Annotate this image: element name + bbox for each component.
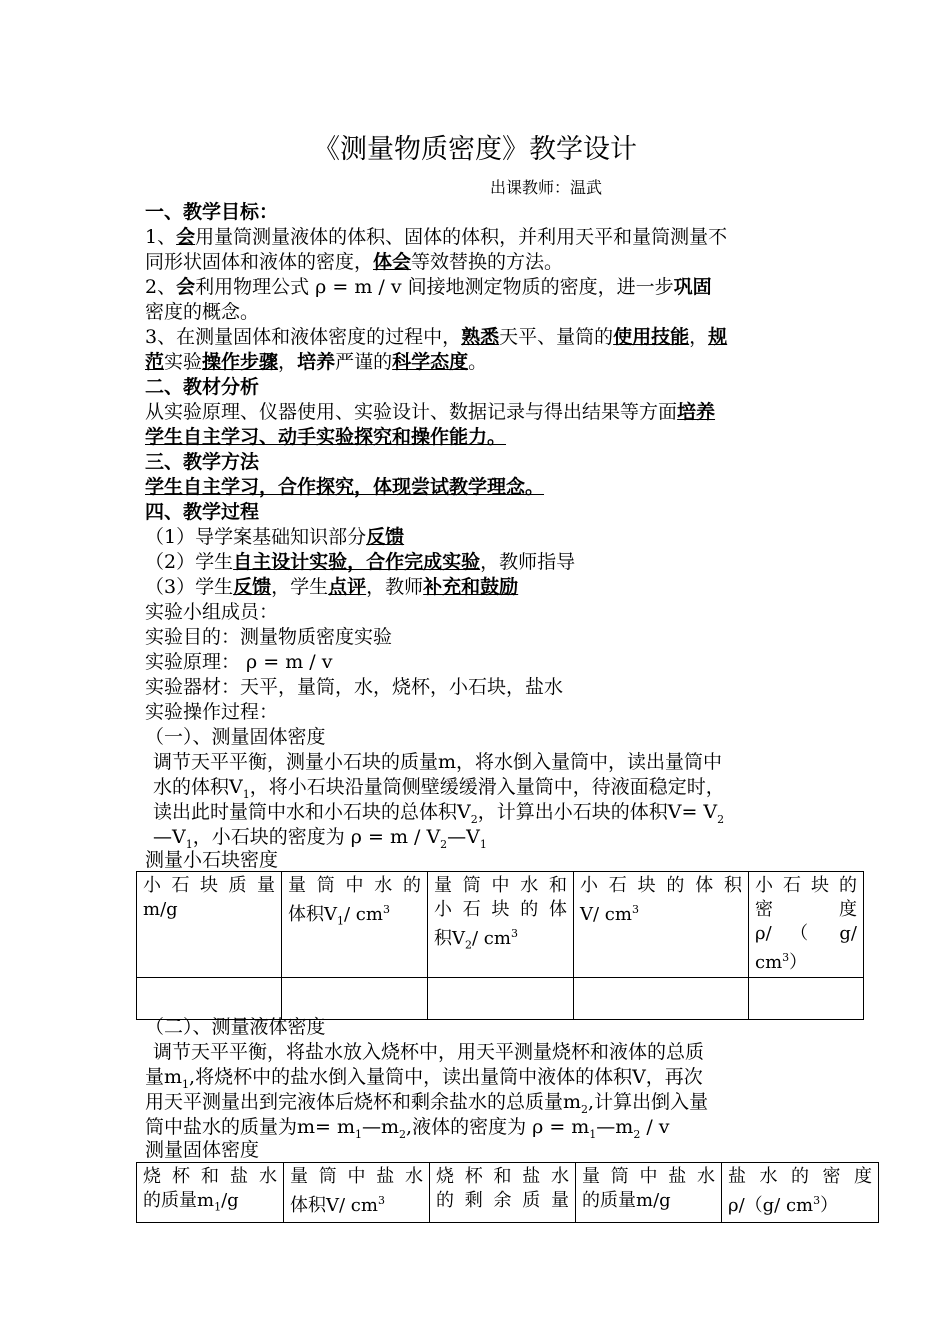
- emphasis: 范: [145, 351, 165, 373]
- document-title: 《测量物质密度》教学设计: [313, 134, 637, 165]
- text: 3、在测量固体和液体密度的过程中，: [145, 326, 462, 348]
- header-cell-total-volume: [428, 872, 574, 978]
- text: ，计算出小石块的体积V= V: [477, 801, 718, 823]
- liquid-table-caption: 测量固体密度: [145, 1139, 260, 1161]
- superscript: 3: [782, 951, 790, 964]
- section-2-heading: 二、教材分析: [145, 376, 260, 398]
- emphasis: 自主设计实验，合作完成实验: [233, 551, 481, 573]
- header-cell-beaker-total-mass: [137, 1163, 284, 1223]
- emphasis: 熟悉: [461, 326, 500, 348]
- experiment-process-label: 实验操作过程：: [145, 701, 279, 723]
- text: 天平、量筒的: [499, 326, 614, 348]
- text: 水的体积V: [153, 776, 243, 798]
- text: ，: [278, 351, 298, 373]
- table-cell-empty: [574, 978, 749, 1020]
- text: —m: [362, 1116, 400, 1138]
- subscript: 1: [479, 837, 487, 851]
- cell-text: 小石块质量: [143, 875, 275, 896]
- superscript: 3: [382, 903, 390, 916]
- text: 筒中盐水的质量为m= m: [145, 1116, 355, 1138]
- cell-text: ρ/ （ g/: [755, 923, 857, 944]
- header-cell-water-volume: [282, 872, 428, 978]
- text: 利用物理公式 ρ = m / v 间接地测定物质的密度，进一步: [195, 276, 674, 298]
- cell-text: m/g: [143, 899, 178, 920]
- text: ，教师指导: [480, 551, 576, 573]
- cell-text: 小石块的体积: [580, 875, 742, 896]
- superscript: 3: [813, 1194, 821, 1207]
- subscript: 2: [399, 1127, 407, 1141]
- cell-text: 密 度: [755, 899, 857, 920]
- table-cell-empty: [282, 978, 428, 1020]
- cell-text: 烧杯和盐水: [436, 1166, 569, 1187]
- method-line: 学生自主学习，合作探究，体现尝试教学理念。: [145, 476, 545, 498]
- text: 。: [468, 351, 488, 373]
- subscript: 1: [242, 787, 250, 801]
- cell-text: 的剩余质量: [436, 1190, 569, 1211]
- cell-text: / cm: [344, 904, 383, 925]
- teacher-line: 出课教师：温武: [490, 178, 603, 197]
- cell-text: 量筒中水的: [288, 875, 421, 896]
- cell-text: ）: [820, 1195, 839, 1216]
- superscript: 3: [510, 927, 518, 940]
- cell-text: ρ/（g/ cm: [728, 1195, 814, 1216]
- subscript: 2: [717, 812, 725, 826]
- text: 2、: [145, 276, 177, 298]
- solid-density-heading: （一）、测量固体密度: [145, 726, 326, 748]
- liquid-density-table: [136, 1162, 879, 1223]
- subscript: 1: [589, 1127, 597, 1141]
- cell-text: /g: [221, 1190, 239, 1211]
- emphasis: 点评: [328, 576, 367, 598]
- subscript: 1: [185, 837, 193, 851]
- emphasis: 反馈: [233, 576, 272, 598]
- emphasis: 培养: [677, 401, 716, 423]
- table-header-row: [137, 872, 864, 978]
- text: 同形状固体和液体的密度，: [145, 251, 374, 273]
- cell-text: cm: [755, 952, 783, 973]
- text: ，将小石块沿量筒侧壁缓缓滑入量筒中，待液面稳定时，: [249, 776, 725, 798]
- text: ，: [689, 326, 709, 348]
- experiment-purpose: 实验目的：测量物质密度实验: [145, 626, 393, 648]
- cell-text: ）: [789, 952, 808, 973]
- table-cell-empty: [137, 978, 282, 1020]
- text: 实验: [164, 351, 203, 373]
- subscript: 2: [465, 938, 472, 952]
- header-cell-saltwater-volume: [284, 1163, 430, 1223]
- text: ，教师: [366, 576, 424, 598]
- header-cell-remaining-mass: [430, 1163, 576, 1223]
- subscript: 1: [355, 1127, 362, 1141]
- cell-text: 体积V: [288, 904, 337, 925]
- emphasis: 会: [176, 226, 196, 248]
- emphasis: 体会: [373, 251, 412, 273]
- text: （2）学生: [145, 551, 234, 573]
- text: 用量筒测量液体的体积、固体的体积，并利用天平和量筒测量不: [195, 226, 728, 248]
- text: ,液体的密度为 ρ = m: [406, 1116, 590, 1138]
- subscript: 1: [337, 914, 344, 928]
- experiment-equipment: 实验器材：天平，量筒，水，烧杯，小石块，盐水: [145, 676, 564, 698]
- table-cell-empty: [749, 978, 864, 1020]
- header-cell-stone-volume: [574, 872, 749, 978]
- analysis-line-2: 学生自主学习、动手实验探究和操作能力。: [145, 426, 507, 448]
- cell-text: 量筒中盐水: [290, 1166, 423, 1187]
- cell-text: 盐水的密度: [728, 1166, 872, 1187]
- subscript: 2: [440, 837, 448, 851]
- goal-3-line-1: [145, 325, 727, 350]
- solid-density-table: [136, 871, 864, 1020]
- solid-table-caption: 测量小石块密度: [145, 849, 279, 871]
- goal-2-line-2: 密度的概念。: [145, 301, 260, 323]
- superscript: 3: [377, 1194, 385, 1207]
- text: —V: [153, 826, 186, 848]
- text: 等效替换的方法。: [411, 251, 564, 273]
- text: —V: [447, 826, 480, 848]
- text: / v: [640, 1116, 670, 1138]
- subscript: 1: [214, 1200, 222, 1214]
- experiment-members: 实验小组成员：: [145, 601, 279, 623]
- subscript: 2: [470, 812, 478, 826]
- process-item-3: [145, 575, 518, 600]
- cell-text: 体积V/ cm: [290, 1195, 378, 1216]
- text: 严谨的: [335, 351, 393, 373]
- subscript: 1: [182, 1077, 190, 1091]
- cell-text: V/ cm: [580, 904, 632, 925]
- header-cell-stone-density: [749, 872, 864, 978]
- cell-text: 积V: [434, 928, 465, 949]
- text: ，小石块的密度为 ρ = m / V: [192, 826, 441, 848]
- section-4-heading: 四、教学过程: [145, 501, 260, 523]
- emphasis: 反馈: [366, 526, 405, 548]
- header-cell-saltwater-density: [722, 1163, 879, 1223]
- cell-text: 小石块的体: [434, 899, 567, 920]
- text: 用天平测量出到完液体后烧杯和剩余盐水的总质量m: [145, 1091, 582, 1113]
- goal-1-line-2: [145, 250, 563, 275]
- experiment-principle: 实验原理： ρ = m / v: [145, 651, 333, 673]
- cell-text: 的质量m: [143, 1190, 215, 1211]
- text: 读出此时量筒中水和小石块的总体积V: [153, 801, 471, 823]
- text: （3）学生: [145, 576, 234, 598]
- cell-text: 的质量m/g: [582, 1190, 671, 1211]
- table-header-row: [137, 1163, 879, 1223]
- analysis-line-1: [145, 400, 715, 425]
- text: 从实验原理、仪器使用、实验设计、数据记录与得出结果等方面: [145, 401, 678, 423]
- text: ，学生: [271, 576, 329, 598]
- emphasis: 补充和鼓励: [423, 576, 519, 598]
- emphasis: 会: [176, 276, 196, 298]
- header-cell-stone-mass: [137, 872, 282, 978]
- cell-text: / cm: [472, 928, 511, 949]
- subscript: 2: [581, 1102, 589, 1116]
- table-data-row: [137, 978, 864, 1020]
- solid-procedure-line-1: 调节天平平衡，测量小石块的质量m，将水倒入量筒中，读出量筒中: [153, 751, 723, 773]
- goal-1-line-1: [145, 225, 727, 250]
- emphasis: 使用技能: [613, 326, 690, 348]
- emphasis: 培养: [297, 351, 336, 373]
- goal-3-line-2: [145, 350, 487, 375]
- header-cell-saltwater-mass: [576, 1163, 722, 1223]
- text: 量m: [145, 1066, 183, 1088]
- emphasis: 操作步骤: [202, 351, 279, 373]
- emphasis: 科学态度: [392, 351, 469, 373]
- cell-text: 量筒中水和: [434, 875, 567, 896]
- emphasis: 巩固: [673, 276, 712, 298]
- cell-text: 烧杯和盐水: [143, 1166, 277, 1187]
- subscript: 2: [633, 1127, 641, 1141]
- section-1-heading: 一、教学目标：: [145, 201, 279, 223]
- process-item-2: [145, 550, 575, 575]
- cell-text: 小石块的: [755, 875, 857, 896]
- table-cell-empty: [428, 978, 574, 1020]
- emphasis: 规: [708, 326, 728, 348]
- cell-text: 量筒中盐水: [582, 1166, 715, 1187]
- liquid-density-heading: （二）、测量液体密度: [145, 1016, 326, 1038]
- goal-2-line-1: [145, 275, 712, 300]
- section-3-heading: 三、教学方法: [145, 451, 260, 473]
- process-item-1: [145, 525, 404, 550]
- liquid-procedure-line-1: 调节天平平衡，将盐水放入烧杯中，用天平测量烧杯和液体的总质: [153, 1041, 705, 1063]
- text: —m: [596, 1116, 634, 1138]
- superscript: 3: [631, 903, 639, 916]
- text: 1、: [145, 226, 177, 248]
- text: ,将烧杯中的盐水倒入量筒中，读出量筒中液体的体积V，再次: [189, 1066, 703, 1088]
- text: （1）导学案基础知识部分: [145, 526, 367, 548]
- text: ,计算出倒入量: [588, 1091, 709, 1113]
